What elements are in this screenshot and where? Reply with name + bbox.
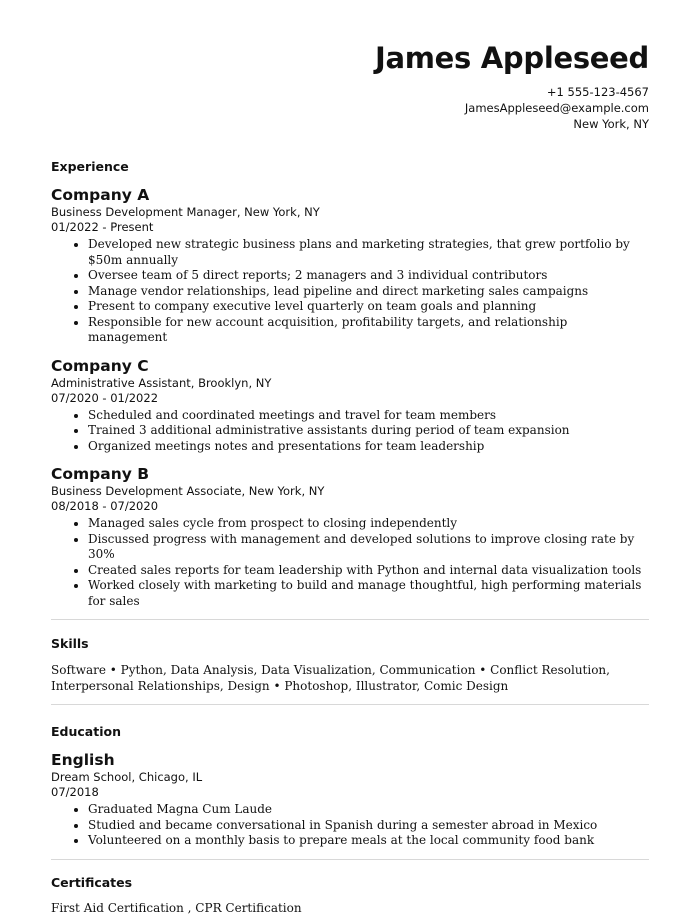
section-title-skills: Skills [51, 636, 89, 651]
list-item: • Managed sales cycle from prospect to closing independently [88, 516, 649, 532]
list-item: • Present to company executive level quarterly on team goals and planning [88, 299, 649, 315]
candidate-name: James Appleseed [374, 41, 649, 75]
list-item: • Worked closely with marketing to build and manage thoughtful, high performing materials for sales [88, 578, 649, 609]
list-item: • Organized meetings notes and presentations for team leadership [88, 439, 649, 455]
section-title-experience: Experience [51, 159, 129, 174]
job-dates: 01/2022 - Present [51, 220, 154, 234]
list-item: • Scheduled and coordinated meetings and travel for team members [88, 408, 649, 424]
location: New York, NY [573, 117, 649, 131]
graduation-date: 07/2018 [51, 785, 99, 799]
list-item: • Trained 3 additional administrative assistants during period of team expansion [88, 423, 649, 439]
job-bullets [51, 408, 649, 455]
list-item: • Oversee team of 5 direct reports; 2 managers and 3 individual contributors [88, 268, 649, 284]
skills-section [51, 636, 649, 694]
degree-name: English [51, 751, 115, 769]
section-divider [51, 859, 649, 860]
job-role: Business Development Manager, New York, NY [51, 205, 320, 219]
experience-section [51, 159, 649, 609]
job-bullets [51, 237, 649, 346]
section-title-certificates: Certificates [51, 874, 133, 890]
certificates-section [51, 875, 649, 916]
company-name: Company B [51, 465, 150, 483]
certificates-text: First Aid Certification , CPR Certification [51, 900, 302, 915]
job-role: Business Development Associate, New York, NY [51, 484, 325, 498]
list-item: • Responsible for new account acquisition, profitability targets, and relationship management [88, 315, 649, 346]
education-section [51, 724, 649, 849]
company-name: Company C [51, 356, 149, 375]
email-address: JamesAppleseed@example.com [464, 101, 649, 115]
education-entry [51, 750, 649, 849]
experience-entry-company-a [51, 185, 649, 346]
company-name: Company A [51, 186, 150, 204]
resume-header [51, 0, 649, 132]
job-dates: 08/2018 - 07/2020 [51, 499, 159, 513]
phone-number: +1 555-123-4567 [546, 85, 649, 99]
job-dates: 07/2020 - 01/2022 [51, 390, 159, 405]
section-title-education: Education [51, 724, 121, 739]
education-bullets [51, 802, 649, 849]
section-divider [51, 704, 649, 705]
contact-info [51, 84, 649, 132]
list-item: • Studied and became conversational in Spanish during a semester abroad in Mexico [88, 818, 649, 834]
job-bullets [51, 516, 649, 609]
list-item: • Developed new strategic business plans and marketing strategies, that grew portfolio by $50m annually [88, 237, 649, 268]
section-divider [51, 619, 649, 620]
list-item: • Graduated Magna Cum Laude [88, 802, 649, 818]
list-item: • Manage vendor relationships, lead pipeline and direct marketing sales campaigns [88, 284, 649, 300]
skills-text: Software • Python, Data Analysis, Data Visualization, Communication • Conflict Resolution, Interpersonal Relationships, Design • Photoshop, Illustrator, Comic Design [51, 663, 610, 693]
list-item: • Discussed progress with management and developed solutions to improve closing rate by 30% [88, 532, 649, 563]
school-name: Dream School, Chicago, IL [51, 770, 203, 784]
resume-page [51, 0, 649, 916]
experience-entry-company-b [51, 464, 649, 609]
experience-entry-company-c [51, 356, 649, 455]
list-item: • Created sales reports for team leadership with Python and internal data visualization tools [88, 563, 649, 579]
list-item: • Volunteered on a monthly basis to prepare meals at the local community food bank [88, 833, 649, 849]
job-role: Administrative Assistant, Brooklyn, NY [51, 375, 272, 390]
